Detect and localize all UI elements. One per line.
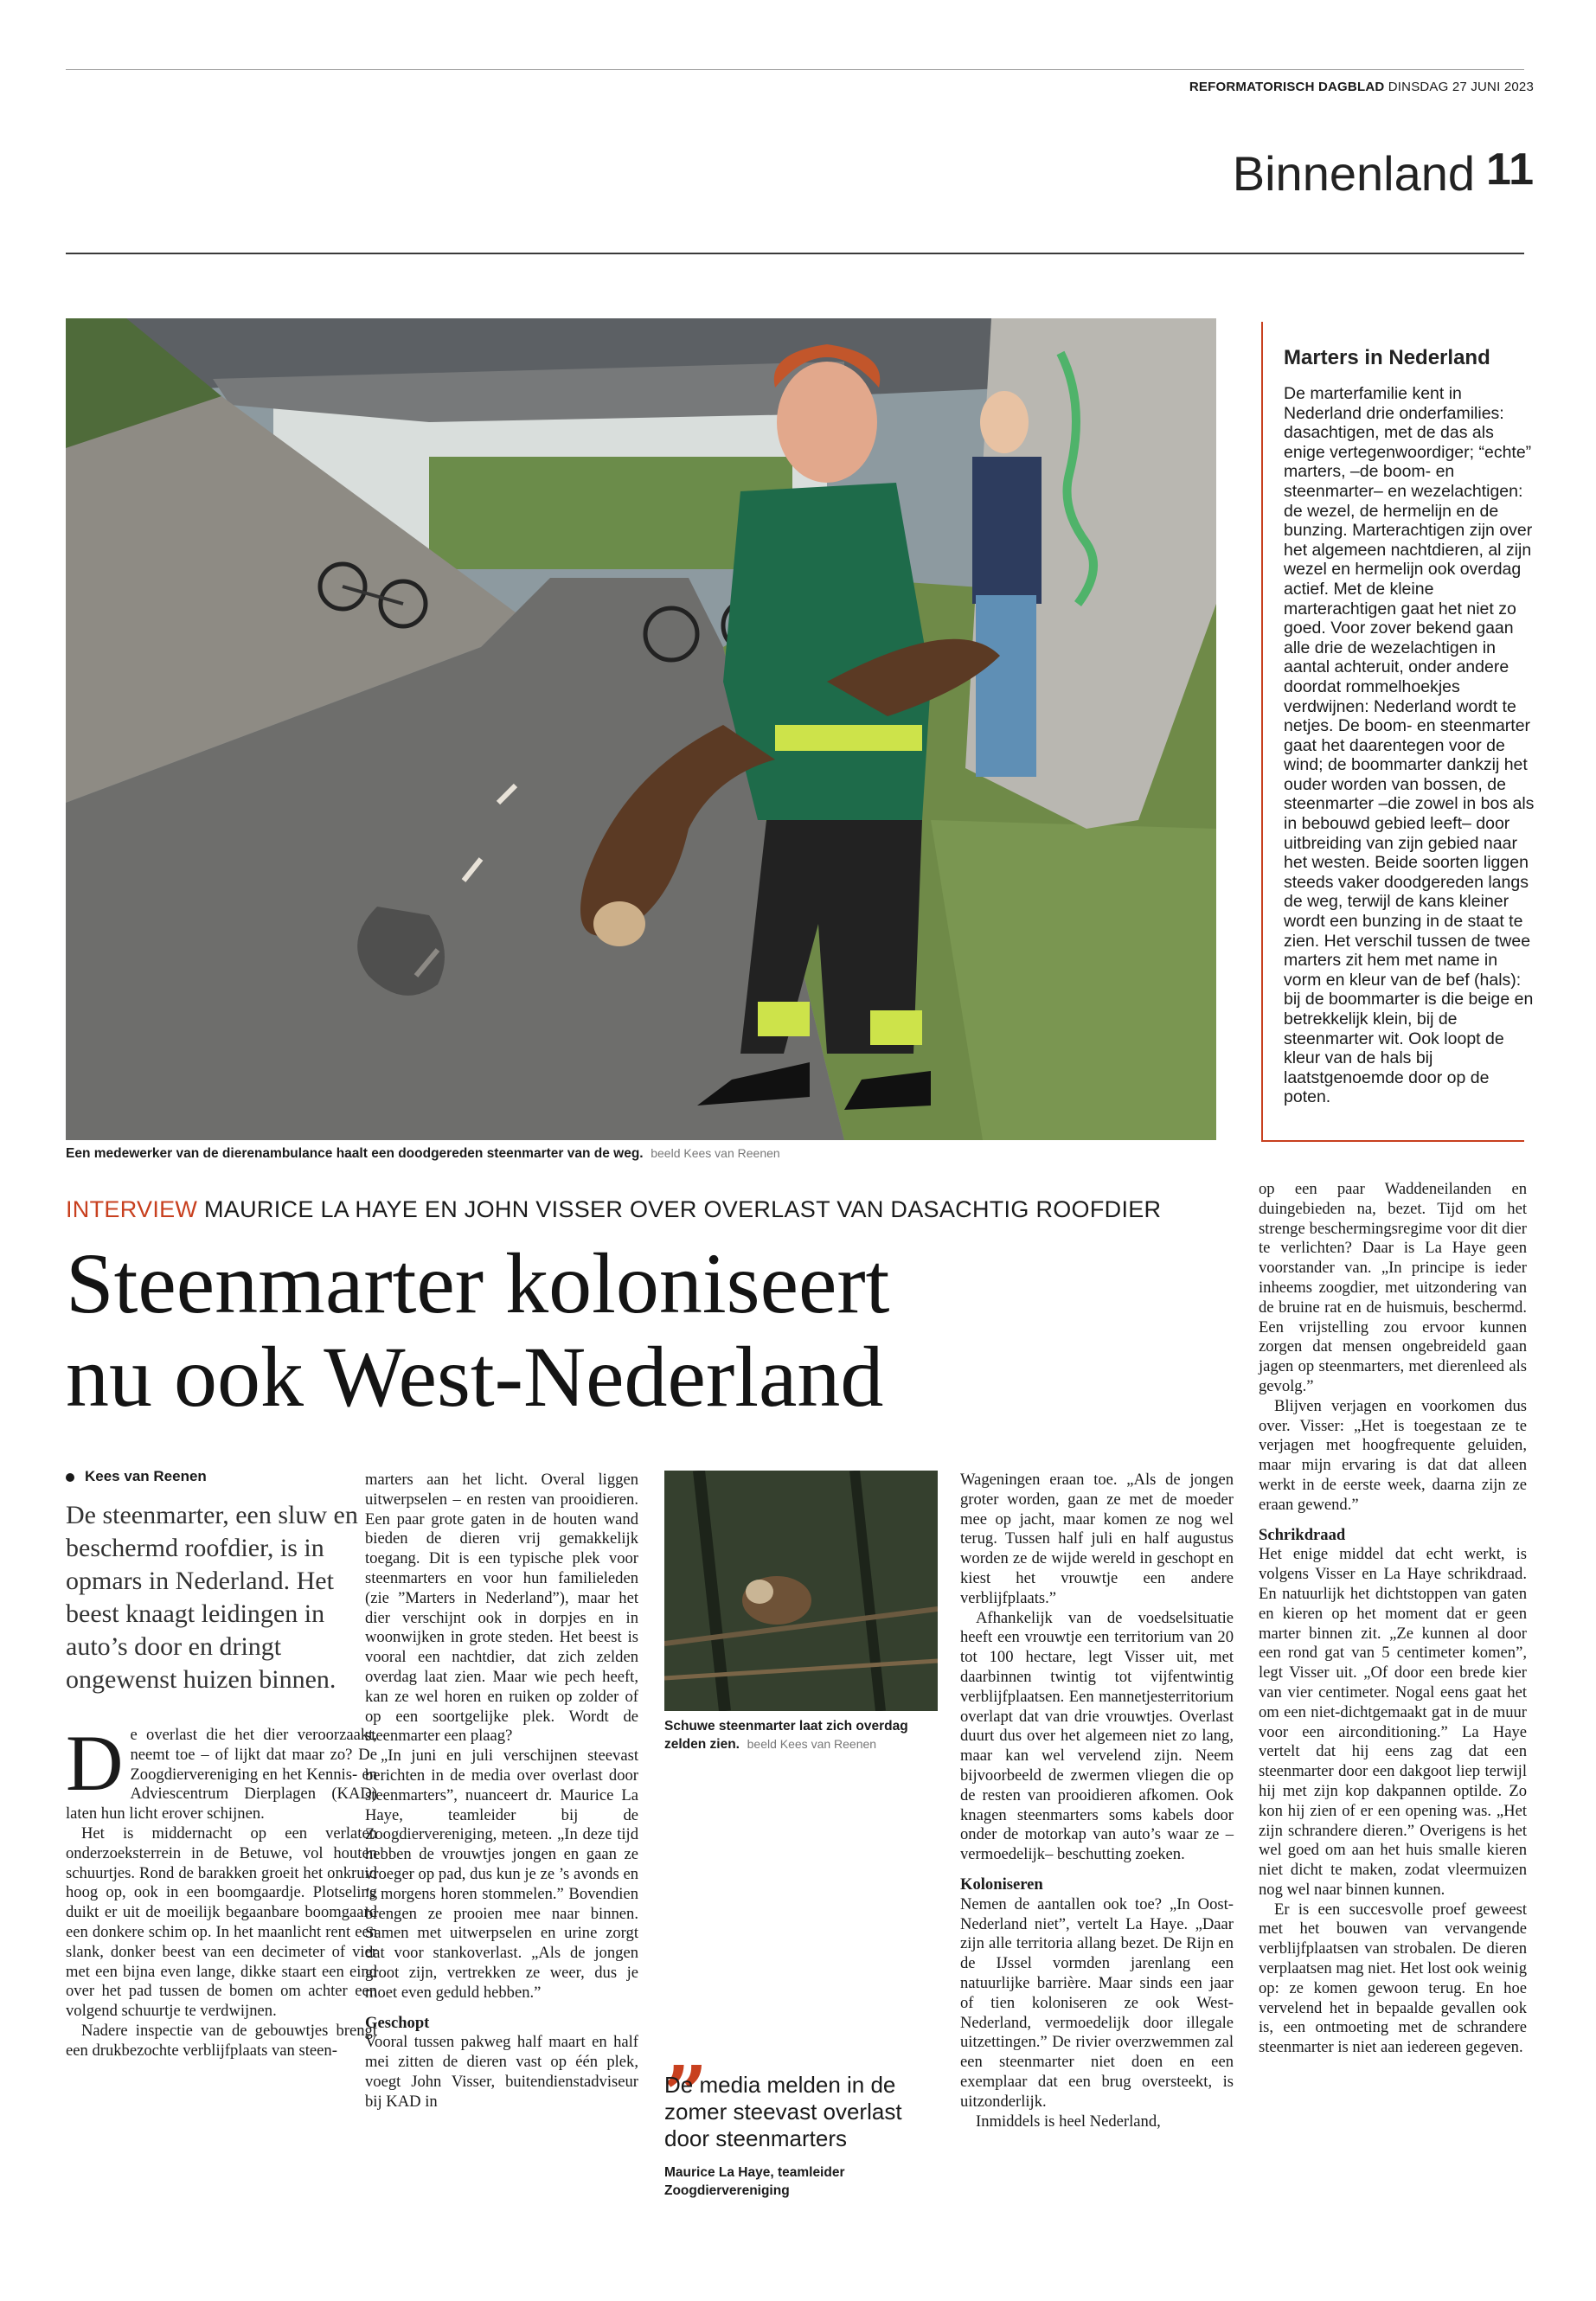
col1-paragraph-1: De overlast die het dier veroorzaakt, neemt toe – of lijkt dat maar zo? De Zoogdiervereniging en het Kennis- en Adviescentrum Dierplagen (KAD) laten hun licht erover schijnen. [66,1719,377,1823]
headline [66,1237,1242,1424]
headline-line-1: Steenmarter koloniseert [66,1235,890,1331]
col4-paragraph-3: Het enige middel dat echt werkt, is volgens Visser en La Haye schrikdraad. En natuurlijk het dichtstoppen van gaten en kieren op het moment dat er geen marter binnen zit. „Ze kunnen al door een rond gat van 5 centimeter komen”, legt Visser uit. „Of door een brede kier van vier centimeter. Nogal eens gaat het om een niet-dichtgemaakt gat in de muur voor een airconditioning.” La Haye vertelt dat hij eens zag dat een steenmarter door een dakgoot liep terwijl hij met zijn kop dakpannen optilde. Zo kon hij zien of er een opening was. „Het zijn schrandere dieren.” Overigens is het wel goed om aan het huis smalle kieren niet dicht te maken, zodat vleermuizen nog wel naar binnen kunnen. [1259,1545,1527,1899]
page-number: 11 [1486,144,1534,195]
mid-photo-illustration [664,1471,938,1711]
drop-cap: D [66,1719,124,1807]
mid-photo-caption [664,1717,941,1753]
col4-paragraph-4: Er is een succesvolle proef geweest met het bouwen van vervangende verblijfplaatsen van strobalen. De dieren verplaatsen mag niet. Het lost ook weinig op: ze komen gewoon terug. En hoe vervelend het in bepaalde gevallen ook is, een ontmoeting met de schrandere steenmarter is niet aan iedereen gegeven. [1259,1900,1527,2057]
byline-bullet-icon [66,1473,74,1482]
col3-paragraph-4: Inmiddels is heel Nederland, [976,2112,1161,2131]
main-photo-caption [66,1146,1216,1162]
main-photo [66,318,1216,1140]
mid-photo-credit: beeld Kees van Reenen [747,1737,877,1751]
article-column-3 [960,1471,1234,2131]
col1-paragraph-2: Het is middernacht op een verlaten onderzoeksterrein in de Betuwe, vol houten schuurtjes. Rond de barakken groeit het onkruid hoog op, ook in een boomgaardje. Plotseling duikt er uit de moeilijk begaanbare boomgaard een donkere schim op. In het maanlicht rent een slank, donker beest van een decimeter of vier met een bijna even lange, dikke staart een eind over het pad tussen de bomen om achter een volgend schuurtje te verdwijnen. [66,1823,377,2021]
kicker-text: MAURICE LA HAYE EN JOHN VISSER OVER OVERLAST VAN DASACHTIG ROOFDIER [204,1196,1162,1222]
col3-paragraph-2: Afhankelijk van de voedselsituatie heeft een vrouwtje een territorium van 20 tot 100 hectare, legt Visser uit, met daarbinnen twintig tot vijfentwintig verblijfplaatsen. Een mannetjesterritorium overlapt dat van drie vrouwtjes. Overlast duurt dus over het algemeen niet zo lang, maar kan wel vervelend zijn. Neem bijvoorbeeld de zwermen vliegen die op de resten van prooidieren afkomen. Ook knagen steenmarters soms kabels door onder de motorkap van auto’s waar ze –vermoedelijk– beschutting zoeken. [960,1608,1234,1864]
sidebar-title: Marters in Nederland [1284,346,1490,369]
col1-paragraph-3: Nadere inspectie van de gebouwtjes brengt een drukbezochte verblijfplaats van steen- [66,2021,377,2060]
pull-quote-attribution: Maurice La Haye, teamleider Zoogdiervereniging [664,2165,845,2198]
masthead [1189,80,1534,94]
kicker-label: INTERVIEW [66,1196,198,1222]
col4-paragraph-2: Blijven verjagen en voorkomen dus over. Visser: „Het is toegestaan ze te verjagen met hoogfrequente geluiden, maar mijn ervaring is dat dat alleen werkt in de eerste week, daarna zijn ze eraan gewend.” [1259,1396,1527,1514]
pull-quote: De media melden in de zomer steevast overlast door steenmarters [664,2072,902,2151]
mid-photo-caption-text: Schuwe steenmarter laat zich overdag zelden zien. [664,1719,908,1752]
quote-mark-icon: „ [664,2004,709,2096]
article-column-2 [365,1471,638,2112]
article-column-1 [66,1719,377,2061]
headline-line-2: nu ook West-Nederland [66,1329,884,1425]
byline [66,1468,207,1485]
col2-paragraph-1: marters aan het licht. Overal liggen uitwerpselen – en resten van prooidieren. Een paar grote gaten in de houten wand bieden de dieren vrij gemakkelijk toegang. Dit is een typische plek voor steenmarters en voor hun familieleden (zie ”Marters in Nederland”), maar het dier verschijnt ook in dorpjes en in woonwijken in grote steden. Het beest is vooral een nachtdier, dat zich zelden overdag laat zien. Maar wie pech heeft, kan ze wel horen en ruiken op zolder of op een soortgelijke plek. Wordt de steenmarter een plaag? [365,1471,638,1746]
main-photo-credit: beeld Kees van Reenen [651,1146,780,1160]
masthead-name: REFORMATORISCH DAGBLAD [1189,80,1385,94]
col4-paragraph-1: op een paar Waddeneilanden en duingebieden na, bezet. Tijd om het strenge beschermingsregime voor dit dier te verlichten? Daar is La Haye geen voorstander van. „In principe is ieder inheems zoogdier, met uitzondering van de bruine rat en de huismuis, beschermd. Een vrijstelling zou ervoor kunnen zorgen dat mensen ongebreideld gaan jagen op steenmarters, met dierenleed als gevolg.” [1259,1180,1527,1395]
col4-subheading: Schrikdraad [1259,1525,1346,1544]
main-photo-illustration [66,318,1216,1140]
col2-paragraph-3: Vooral tussen pakweg half maart en half mei zitten de dieren vast op één plek, voegt John Visser, buitendienstadviseur bij KAD in [365,2033,638,2111]
byline-author: Kees van Reenen [85,1468,207,1484]
section-title: Binnenland [1232,146,1475,201]
header-rule [66,253,1524,254]
sidebar-body: De marterfamilie kent in Nederland drie onderfamilies: dasachtigen, met de das als enige vertegenwoordiger; “echte” marters, –de boom- en steenmarter– en wezelachtigen: de wezel, de hermelijn en de bunzing. Marterachtigen zijn over het algemeen nachtdieren, al zijn wezel en hermelijn ook overdag actief. Met de kleine marterachtigen gaat het niet zo goed. Voor zover bekend gaan alle drie de wezelachtigen in aantal achteruit, onder andere doordat rommelhoekjes verdwijnen: Nederland wordt te netjes. De boom- en steenmarter gaat het daarentegen voor de wind; de boommarter dankzij het ouder worden van bossen, de steenmarter –die zowel in bos als in bebouwd gebied leeft– door uitbreiding van zijn gebied naar het westen. Beide soorten liggen steeds vaker doodgereden langs de weg, terwijl de kans kleiner wordt een bunzing in de staat te zien. Het verschil tussen de twee marters zit hem met name in vorm en kleur van de bef (hals): bij de boommarter is die beige en betrekkelijk klein, bij de steenmarter wit. Ook loopt de kleur van de hals bij laatstgenoemde door op de poten. [1284,384,1535,1107]
masthead-date: DINSDAG 27 JUNI 2023 [1388,80,1534,94]
col2-paragraph-2: „In juni en juli verschijnen steevast berichten in de media over overlast door steenmarters”, nuanceert dr. Maurice La Haye, teamleider bij de Zoogdiervereniging, meteen. „In deze tijd hebben de vrouwtjes jongen en gaan ze vroeger op pad, dus kun je ze ’s avonds en ’s morgens horen stommelen.” Bovendien brengen ze prooien mee naar binnen. Samen met uitwerpselen en urine zorgt dat voor stankoverlast. „Als de jongen groot zijn, vertrekken ze weer, dus je moet even geduld hebben.” [365,1747,638,2002]
kicker [66,1196,1161,1223]
col3-paragraph-1: Wageningen eraan toe. „Als de jongen groter worden, gaan ze met de moeder mee op jacht, maar komen ze nog wel terug. Tussen half juli en half augustus worden ze de wijde wereld in geschopt en kiest het vrouwtje een andere verblijfplaats.” [960,1471,1234,1607]
lede: De steenmarter, een sluw en beschermd roofdier, is in opmars in Nederland. Het beest knaagt leidingen in auto’s door en dringt ongewenst huizen binnen. [66,1501,358,1694]
article-column-4 [1259,1180,1527,2058]
col3-subheading: Koloniseren [960,1875,1043,1894]
col3-paragraph-3: Nemen de aantallen ook toe? „In Oost-Nederland niet”, vertelt La Haye. „Daar zijn alle territoria allang bezet. De Rijn en de IJssel vormden jarenlang een natuurlijke barrière. Maar sinds een jaar of tien koloniseren ze ook West-Nederland, vermoedelijk door illegale uitzettingen.” De rivier overzwemmen zal een steenmarter niet doen en een exemplaar dat een brug oversteekt, is uitzonderlijk. [960,1894,1234,2111]
main-photo-caption-text: Een medewerker van de dierenambulance haalt een doodgereden steenmarter van de weg. [66,1146,644,1161]
top-rule [66,69,1524,70]
col2-subheading: Geschopt [365,2013,430,2032]
mid-photo [664,1471,938,1711]
